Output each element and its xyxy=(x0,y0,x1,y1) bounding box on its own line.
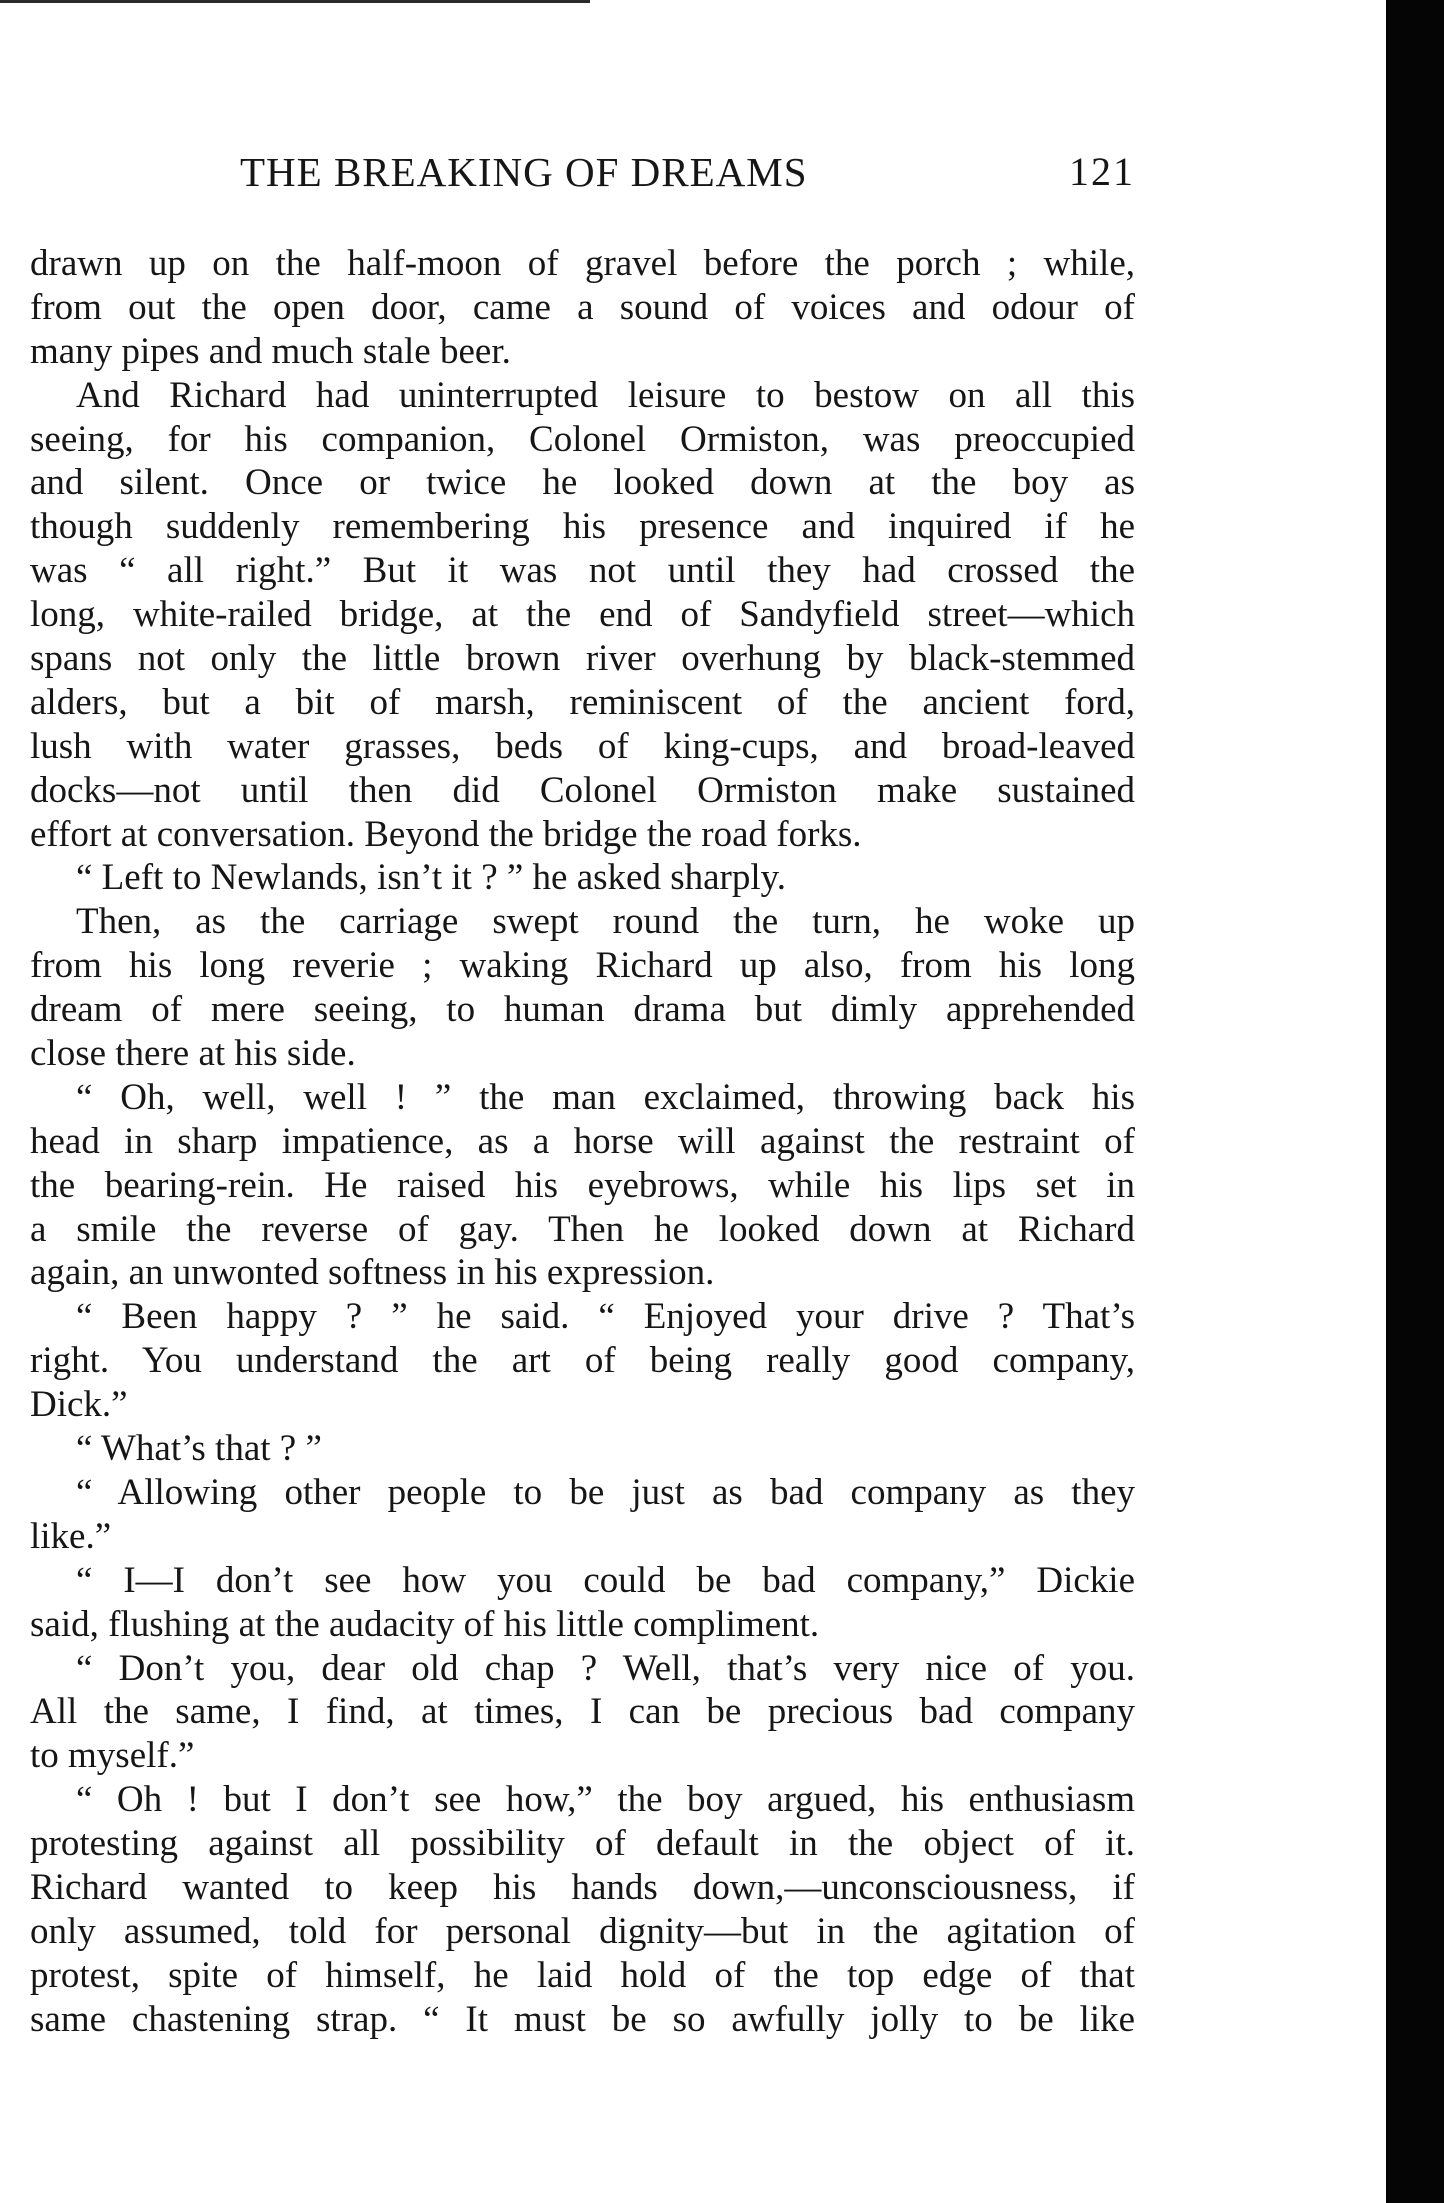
text-line: Then, as the carriage swept round the turn, he woke up xyxy=(76,901,1135,943)
book-page xyxy=(30,0,1135,2203)
text-line: “ What’s that ? ” xyxy=(76,1428,322,1470)
text-line: said, flushing at the audacity of his little compliment. xyxy=(30,1603,820,1645)
text-line: to myself.” xyxy=(30,1735,195,1777)
text-line: like.” xyxy=(30,1515,112,1557)
text-line: drawn up on the half-moon of gravel before the porch ; while, xyxy=(30,243,1135,284)
text-line: protest, spite of himself, he laid hold of the top edge of that xyxy=(30,1954,1135,1996)
text-line: right. You understand the art of being really good company, xyxy=(30,1340,1135,1382)
text-line: effort at conversation. Beyond the bridge the road forks. xyxy=(30,813,862,855)
text-line: Dick.” xyxy=(30,1384,128,1426)
text-line: again, an unwonted softness in his expression. xyxy=(30,1252,715,1294)
text-line: dream of mere seeing, to human drama but dimly apprehended xyxy=(30,989,1135,1031)
text-line: “ Oh, well, well ! ” the man exclaimed, throwing back his xyxy=(76,1076,1135,1118)
text-line: lush with water grasses, beds of king-cups, and broad-leaved xyxy=(30,725,1135,767)
text-line: same chastening strap. “ It must be so awfully jolly to be like xyxy=(30,1998,1135,2040)
page-number: 121 xyxy=(1069,149,1135,194)
text-line: “ Allowing other people to be just as bad company as they xyxy=(76,1471,1135,1513)
text-line: long, white-railed bridge, at the end of Sandyfield street—which xyxy=(30,594,1135,636)
text-line: only assumed, told for personal dignity—but in the agitation of xyxy=(30,1910,1135,1952)
text-line: “ Been happy ? ” he said. “ Enjoyed your drive ? That’s xyxy=(76,1296,1135,1338)
text-line: “ Left to Newlands, isn’t it ? ” he asked sharply. xyxy=(76,857,786,899)
text-line: “ Don’t you, dear old chap ? Well, that’s very nice of you. xyxy=(76,1647,1135,1689)
text-line: and silent. Once or twice he looked down at the boy as xyxy=(30,462,1135,504)
text-line: the bearing-rein. He raised his eyebrows, while his lips set in xyxy=(30,1164,1135,1206)
text-line: head in sharp impatience, as a horse will against the restraint of xyxy=(30,1120,1135,1162)
text-line: many pipes and much stale beer. xyxy=(30,330,511,372)
body-text xyxy=(30,242,1135,2042)
running-head-title: THE BREAKING OF DREAMS xyxy=(240,149,808,195)
text-line: a smile the reverse of gay. Then he looked down at Richard xyxy=(30,1208,1135,1250)
text-line: from his long reverie ; waking Richard up also, from his long xyxy=(30,945,1135,987)
scan-edge-shadow xyxy=(1386,0,1444,2203)
text-line: docks—not until then did Colonel Ormiston make sustained xyxy=(30,769,1135,811)
text-line: “ Oh ! but I don’t see how,” the boy argued, his enthusiasm xyxy=(76,1779,1135,1821)
text-line: All the same, I find, at times, I can be precious bad company xyxy=(30,1691,1135,1733)
text-line: “ I—I don’t see how you could be bad company,” Dickie xyxy=(76,1559,1135,1601)
text-line: from out the open door, came a sound of voices and odour of xyxy=(30,286,1135,328)
text-line: though suddenly remembering his presence and inquired if he xyxy=(30,506,1135,548)
text-line: was “ all right.” But it was not until they had crossed the xyxy=(30,550,1135,592)
text-line: alders, but a bit of marsh, reminiscent of the ancient ford, xyxy=(30,681,1135,723)
text-line: Richard wanted to keep his hands down,—unconsciousness, if xyxy=(30,1866,1135,1908)
text-line: protesting against all possibility of default in the object of it. xyxy=(30,1823,1135,1865)
text-line: close there at his side. xyxy=(30,1033,356,1075)
text-line: spans not only the little brown river overhung by black-stemmed xyxy=(30,638,1135,680)
text-line: And Richard had uninterrupted leisure to bestow on all this xyxy=(76,374,1135,416)
text-line: seeing, for his companion, Colonel Ormiston, was preoccupied xyxy=(30,418,1135,460)
running-head xyxy=(30,148,1135,198)
